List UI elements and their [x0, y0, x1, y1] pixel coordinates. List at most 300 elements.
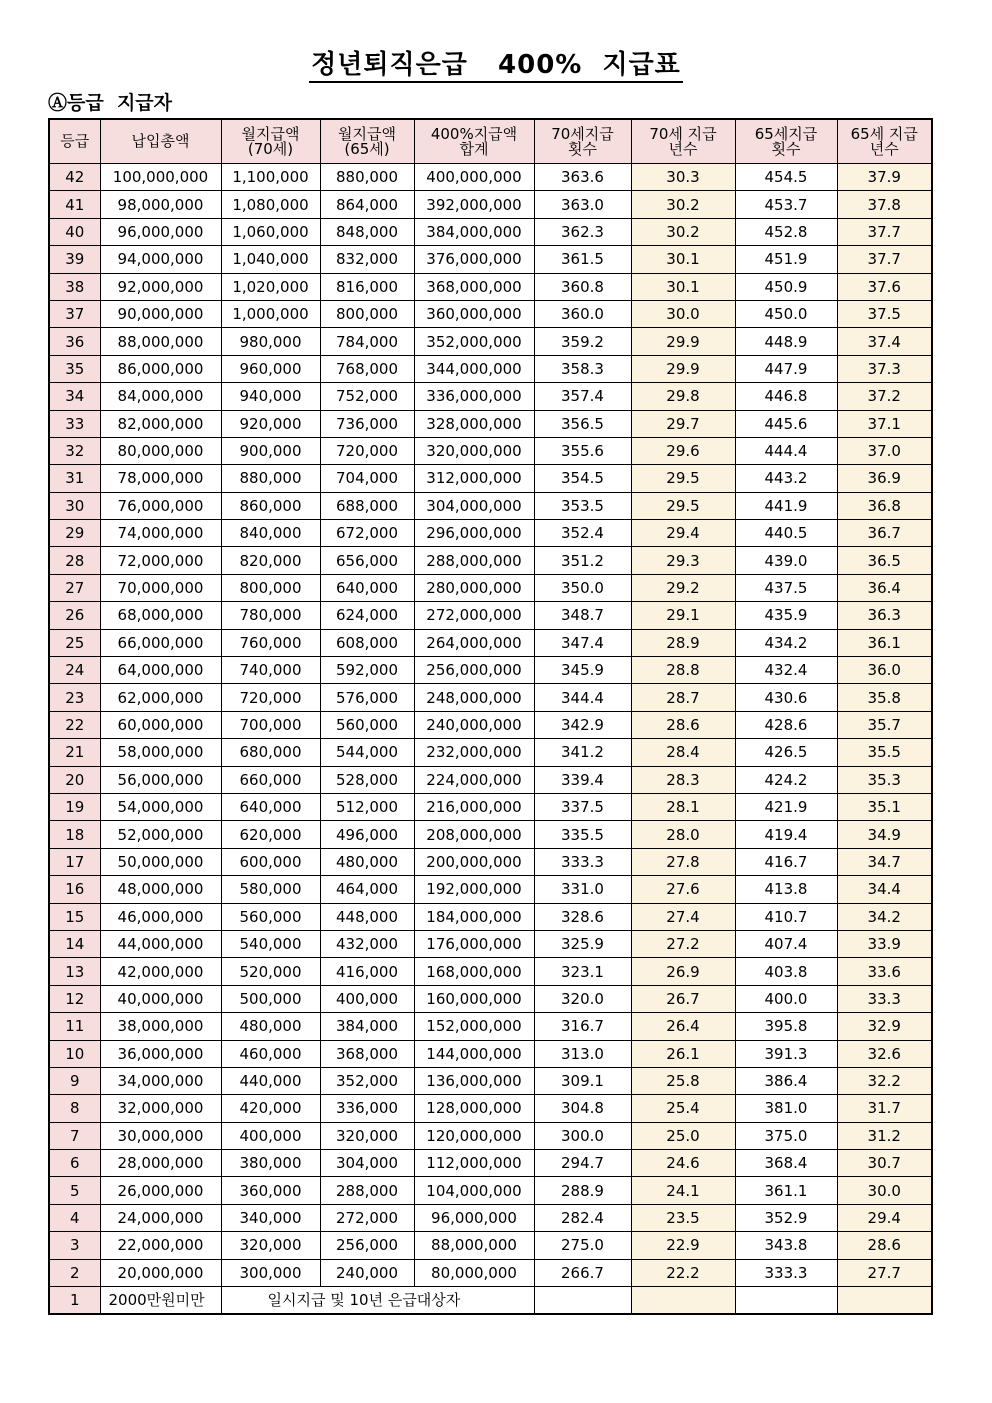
table-cell: 28,000,000: [100, 1150, 221, 1177]
table-cell: 6: [49, 1150, 100, 1177]
table-cell: 345.9: [534, 657, 631, 684]
table-cell: 430.6: [735, 684, 837, 711]
table-cell: 368.4: [735, 1150, 837, 1177]
table-cell: 416.7: [735, 848, 837, 875]
table-cell: 447.9: [735, 355, 837, 382]
table-cell: 294.7: [534, 1150, 631, 1177]
table-cell: 740,000: [221, 657, 320, 684]
table-cell: 200,000,000: [414, 848, 534, 875]
table-cell: 592,000: [320, 657, 414, 684]
table-cell: 29.1: [631, 602, 735, 629]
table-cell: 316.7: [534, 1013, 631, 1040]
table-cell: 80,000,000: [100, 437, 221, 464]
table-cell: 331.0: [534, 876, 631, 903]
table-row: [49, 1040, 932, 1067]
table-cell: 432.4: [735, 657, 837, 684]
table-cell: 46,000,000: [100, 903, 221, 930]
table-cell: 356.5: [534, 410, 631, 437]
table-cell: 28.0: [631, 821, 735, 848]
table-cell: 48,000,000: [100, 876, 221, 903]
table-cell: 380,000: [221, 1150, 320, 1177]
table-row: [49, 848, 932, 875]
table-cell: 24.6: [631, 1150, 735, 1177]
table-row: [49, 300, 932, 327]
table-cell: 66,000,000: [100, 629, 221, 656]
table-cell: 136,000,000: [414, 1067, 534, 1094]
table-cell: 19: [49, 793, 100, 820]
table-cell: 320,000: [320, 1122, 414, 1149]
table-cell: 300.0: [534, 1122, 631, 1149]
table-cell: 900,000: [221, 437, 320, 464]
table-cell: 20,000,000: [100, 1259, 221, 1286]
table-row: [49, 1095, 932, 1122]
table-cell: 80,000,000: [414, 1259, 534, 1286]
table-cell: 451.9: [735, 246, 837, 273]
table-cell: 360,000: [221, 1177, 320, 1204]
column-header-line: 횟수: [771, 139, 801, 158]
table-cell: 528,000: [320, 766, 414, 793]
table-row: [49, 574, 932, 601]
table-cell: 88,000,000: [414, 1232, 534, 1259]
table-cell: 일시지급 및 10년 은급대상자: [221, 1287, 534, 1315]
table-cell: 32.2: [837, 1067, 932, 1094]
column-header-line: 년수: [668, 139, 698, 158]
table-cell: 144,000,000: [414, 1040, 534, 1067]
table-cell: 34.2: [837, 903, 932, 930]
table-cell: 33: [49, 410, 100, 437]
table-cell: 368,000,000: [414, 273, 534, 300]
table-cell: 328,000,000: [414, 410, 534, 437]
table-cell: 784,000: [320, 328, 414, 355]
table-cell: 421.9: [735, 793, 837, 820]
table-cell: 29.5: [631, 492, 735, 519]
table-cell: 480,000: [320, 848, 414, 875]
table-cell: 312,000,000: [414, 465, 534, 492]
table-cell: 384,000: [320, 1013, 414, 1040]
table-cell: 720,000: [221, 684, 320, 711]
table-cell: 848,000: [320, 218, 414, 245]
table-cell: 424.2: [735, 766, 837, 793]
table-cell: 96,000,000: [414, 1204, 534, 1231]
table-cell: 448,000: [320, 903, 414, 930]
table-cell: 176,000,000: [414, 930, 534, 957]
table-cell: 2000만원미만: [100, 1287, 221, 1315]
table-cell: 355.6: [534, 437, 631, 464]
table-cell: 860,000: [221, 492, 320, 519]
table-cell: 74,000,000: [100, 520, 221, 547]
table-cell: 720,000: [320, 437, 414, 464]
table-cell: 30.1: [631, 273, 735, 300]
table-cell: 88,000,000: [100, 328, 221, 355]
table-cell: 4: [49, 1204, 100, 1231]
table-row: [49, 1122, 932, 1149]
table-cell: 34: [49, 383, 100, 410]
table-cell: 26,000,000: [100, 1177, 221, 1204]
table-cell: 38,000,000: [100, 1013, 221, 1040]
table-cell: 30.3: [631, 164, 735, 191]
table-cell: 184,000,000: [414, 903, 534, 930]
table-row: [49, 766, 932, 793]
table-cell: 352.4: [534, 520, 631, 547]
table-cell: 400,000: [221, 1122, 320, 1149]
table-cell: 333.3: [735, 1259, 837, 1286]
table-cell: 540,000: [221, 930, 320, 957]
table-cell: 9: [49, 1067, 100, 1094]
table-cell: 30.1: [631, 246, 735, 273]
table-row: [49, 684, 932, 711]
table-cell: 440,000: [221, 1067, 320, 1094]
table-cell: 420,000: [221, 1095, 320, 1122]
table-cell: 36.5: [837, 547, 932, 574]
table-cell: 453.7: [735, 191, 837, 218]
column-header-line: 65세지급: [754, 124, 818, 143]
table-cell: 480,000: [221, 1013, 320, 1040]
table-cell: 22.2: [631, 1259, 735, 1286]
table-cell: 33.9: [837, 930, 932, 957]
table-cell: 24: [49, 657, 100, 684]
table-cell: 29: [49, 520, 100, 547]
table-cell: 304.8: [534, 1095, 631, 1122]
table-cell: 94,000,000: [100, 246, 221, 273]
table-cell: 27.8: [631, 848, 735, 875]
table-row: [49, 1067, 932, 1094]
column-header: [534, 119, 631, 164]
table-cell: 72,000,000: [100, 547, 221, 574]
table-cell: 580,000: [221, 876, 320, 903]
table-cell: 37.0: [837, 437, 932, 464]
table-cell: 320.0: [534, 985, 631, 1012]
table-cell: 624,000: [320, 602, 414, 629]
table-cell: 3: [49, 1232, 100, 1259]
table-cell: 1,060,000: [221, 218, 320, 245]
table-cell: 1,040,000: [221, 246, 320, 273]
table-cell: 35.7: [837, 711, 932, 738]
table-cell: 400,000,000: [414, 164, 534, 191]
column-header-line: 70세 지급: [649, 124, 717, 143]
table-cell: 444.4: [735, 437, 837, 464]
table-row: [49, 711, 932, 738]
table-cell: 620,000: [221, 821, 320, 848]
table-row: [49, 1232, 932, 1259]
table-cell: 400,000: [320, 985, 414, 1012]
table-cell: 439.0: [735, 547, 837, 574]
table-cell: 37.9: [837, 164, 932, 191]
column-header-line: (70세): [247, 139, 294, 158]
table-row: [49, 739, 932, 766]
table-row: [49, 328, 932, 355]
table-cell: 2: [49, 1259, 100, 1286]
table-cell: 440.5: [735, 520, 837, 547]
table-cell: 30.0: [837, 1177, 932, 1204]
table-cell: 35.1: [837, 793, 932, 820]
table-cell: 736,000: [320, 410, 414, 437]
table-cell: 362.3: [534, 218, 631, 245]
table-cell: 25.8: [631, 1067, 735, 1094]
table-row: [49, 410, 932, 437]
table-cell: 13: [49, 958, 100, 985]
table-cell: 391.3: [735, 1040, 837, 1067]
table-cell: 29.9: [631, 328, 735, 355]
table-cell: 336,000: [320, 1095, 414, 1122]
table-cell: 37.1: [837, 410, 932, 437]
table-cell: 880,000: [221, 465, 320, 492]
table-cell: 44,000,000: [100, 930, 221, 957]
table-cell: 339.4: [534, 766, 631, 793]
table-cell: 434.2: [735, 629, 837, 656]
table-cell: 32.6: [837, 1040, 932, 1067]
table-cell: 20: [49, 766, 100, 793]
table-row: [49, 547, 932, 574]
column-header-line: 70세지급: [551, 124, 614, 143]
table-cell: [534, 1287, 631, 1315]
column-header-line: (65세): [344, 139, 390, 158]
table-cell: 360.8: [534, 273, 631, 300]
table-cell: 30.7: [837, 1150, 932, 1177]
table-cell: 27.2: [631, 930, 735, 957]
table-cell: 28.4: [631, 739, 735, 766]
table-cell: 34.9: [837, 821, 932, 848]
table-cell: 352,000: [320, 1067, 414, 1094]
table-cell: 275.0: [534, 1232, 631, 1259]
table-cell: 37.4: [837, 328, 932, 355]
table-cell: 76,000,000: [100, 492, 221, 519]
table-row: [49, 1177, 932, 1204]
table-cell: 441.9: [735, 492, 837, 519]
table-cell: 37.2: [837, 383, 932, 410]
table-cell: 32.9: [837, 1013, 932, 1040]
table-cell: 358.3: [534, 355, 631, 382]
table-cell: 12: [49, 985, 100, 1012]
table-cell: 26.4: [631, 1013, 735, 1040]
table-cell: 300,000: [221, 1259, 320, 1286]
column-header: [49, 119, 100, 164]
table-cell: 342.9: [534, 711, 631, 738]
table-cell: 58,000,000: [100, 739, 221, 766]
table-cell: 272,000: [320, 1204, 414, 1231]
table-cell: 96,000,000: [100, 218, 221, 245]
table-cell: 428.6: [735, 711, 837, 738]
table-cell: 26.7: [631, 985, 735, 1012]
table-cell: 448.9: [735, 328, 837, 355]
table-cell: 304,000: [320, 1150, 414, 1177]
table-cell: [837, 1287, 932, 1315]
table-cell: 70,000,000: [100, 574, 221, 601]
table-cell: 410.7: [735, 903, 837, 930]
table-cell: 52,000,000: [100, 821, 221, 848]
table-cell: 357.4: [534, 383, 631, 410]
table-cell: 832,000: [320, 246, 414, 273]
column-header-line: 횟수: [568, 139, 597, 158]
table-cell: 37.6: [837, 273, 932, 300]
table-cell: 880,000: [320, 164, 414, 191]
table-cell: 28: [49, 547, 100, 574]
table-cell: 350.0: [534, 574, 631, 601]
table-cell: 29.4: [837, 1204, 932, 1231]
table-cell: 450.9: [735, 273, 837, 300]
table-cell: 640,000: [320, 574, 414, 601]
table-cell: 24.1: [631, 1177, 735, 1204]
table-cell: 328.6: [534, 903, 631, 930]
table-cell: 347.4: [534, 629, 631, 656]
table-cell: 21: [49, 739, 100, 766]
table-cell: 36.3: [837, 602, 932, 629]
table-cell: 576,000: [320, 684, 414, 711]
table-cell: 337.5: [534, 793, 631, 820]
table-cell: 82,000,000: [100, 410, 221, 437]
table-row: [49, 1204, 932, 1231]
table-cell: 28.1: [631, 793, 735, 820]
table-cell: 28.6: [837, 1232, 932, 1259]
table-cell: 360.0: [534, 300, 631, 327]
table-cell: 384,000,000: [414, 218, 534, 245]
table-row: [49, 1259, 932, 1286]
table-cell: 18: [49, 821, 100, 848]
table-row: [49, 492, 932, 519]
table-cell: 26.9: [631, 958, 735, 985]
table-cell: 452.8: [735, 218, 837, 245]
table-cell: 544,000: [320, 739, 414, 766]
table-cell: 313.0: [534, 1040, 631, 1067]
table-cell: 37.8: [837, 191, 932, 218]
table-cell: 36.4: [837, 574, 932, 601]
table-cell: 22.9: [631, 1232, 735, 1259]
table-cell: 30,000,000: [100, 1122, 221, 1149]
table-cell: 62,000,000: [100, 684, 221, 711]
table-cell: 960,000: [221, 355, 320, 382]
table-cell: 840,000: [221, 520, 320, 547]
table-cell: 152,000,000: [414, 1013, 534, 1040]
table-cell: 192,000,000: [414, 876, 534, 903]
table-cell: 688,000: [320, 492, 414, 519]
table-cell: 304,000,000: [414, 492, 534, 519]
table-cell: 30.2: [631, 191, 735, 218]
table-cell: 320,000: [221, 1232, 320, 1259]
table-cell: 33.6: [837, 958, 932, 985]
table-cell: 36.1: [837, 629, 932, 656]
table-cell: 31.7: [837, 1095, 932, 1122]
table-cell: 36.0: [837, 657, 932, 684]
table-cell: 17: [49, 848, 100, 875]
table-cell: 37.7: [837, 218, 932, 245]
table-row: [49, 1150, 932, 1177]
table-cell: 416,000: [320, 958, 414, 985]
table-cell: 353.5: [534, 492, 631, 519]
table-row: [49, 465, 932, 492]
table-cell: 98,000,000: [100, 191, 221, 218]
table-cell: 454.5: [735, 164, 837, 191]
table-cell: 419.4: [735, 821, 837, 848]
table-cell: 100,000,000: [100, 164, 221, 191]
table-cell: 336,000,000: [414, 383, 534, 410]
table-cell: 680,000: [221, 739, 320, 766]
table-cell: 22: [49, 711, 100, 738]
table-cell: 413.8: [735, 876, 837, 903]
table-cell: 340,000: [221, 1204, 320, 1231]
table-cell: 16: [49, 876, 100, 903]
table-cell: 381.0: [735, 1095, 837, 1122]
table-row: [49, 383, 932, 410]
table-cell: 375.0: [735, 1122, 837, 1149]
table-cell: 25: [49, 629, 100, 656]
table-cell: 29.7: [631, 410, 735, 437]
table-cell: 232,000,000: [414, 739, 534, 766]
table-cell: 41: [49, 191, 100, 218]
table-cell: 120,000,000: [414, 1122, 534, 1149]
table-cell: 343.8: [735, 1232, 837, 1259]
table-row: [49, 191, 932, 218]
page-title: 정년퇴직은급 400% 지급표: [0, 44, 992, 81]
table-cell: 36: [49, 328, 100, 355]
column-header-line: 400%지급액: [430, 124, 518, 143]
table-cell: 33.3: [837, 985, 932, 1012]
table-cell: 323.1: [534, 958, 631, 985]
table-cell: 446.8: [735, 383, 837, 410]
table-cell: 23: [49, 684, 100, 711]
table-cell: 34.4: [837, 876, 932, 903]
table-cell: 560,000: [320, 711, 414, 738]
table-cell: 780,000: [221, 602, 320, 629]
table-cell: 352.9: [735, 1204, 837, 1231]
column-header: [735, 119, 837, 164]
table-row: [49, 985, 932, 1012]
table-cell: 104,000,000: [414, 1177, 534, 1204]
table-cell: 496,000: [320, 821, 414, 848]
table-cell: 920,000: [221, 410, 320, 437]
table-cell: 395.8: [735, 1013, 837, 1040]
table-cell: 320,000,000: [414, 437, 534, 464]
table-cell: 1: [49, 1287, 100, 1315]
table-cell: 112,000,000: [414, 1150, 534, 1177]
table-cell: 90,000,000: [100, 300, 221, 327]
column-header-line: 합계: [459, 139, 489, 158]
table-cell: 36.7: [837, 520, 932, 547]
table-cell: 344.4: [534, 684, 631, 711]
table-cell: 26: [49, 602, 100, 629]
table-row: [49, 876, 932, 903]
table-cell: 10: [49, 1040, 100, 1067]
table-cell: 608,000: [320, 629, 414, 656]
table-cell: 25.4: [631, 1095, 735, 1122]
table-cell: 26.1: [631, 1040, 735, 1067]
table-cell: 363.6: [534, 164, 631, 191]
table-cell: 435.9: [735, 602, 837, 629]
table-cell: 30: [49, 492, 100, 519]
table-cell: 8: [49, 1095, 100, 1122]
table-cell: 92,000,000: [100, 273, 221, 300]
table-cell: 280,000,000: [414, 574, 534, 601]
table-cell: 640,000: [221, 793, 320, 820]
table-row: [49, 218, 932, 245]
table-cell: 341.2: [534, 739, 631, 766]
table-body: [49, 164, 932, 1315]
table-cell: 1,100,000: [221, 164, 320, 191]
column-header: [221, 119, 320, 164]
table-cell: 29.2: [631, 574, 735, 601]
table-cell: 768,000: [320, 355, 414, 382]
table-cell: 256,000,000: [414, 657, 534, 684]
table-cell: 512,000: [320, 793, 414, 820]
table-cell: 28.3: [631, 766, 735, 793]
table-cell: 361.1: [735, 1177, 837, 1204]
table-cell: 264,000,000: [414, 629, 534, 656]
table-cell: 29.6: [631, 437, 735, 464]
table-cell: 288.9: [534, 1177, 631, 1204]
table-cell: 5: [49, 1177, 100, 1204]
table-cell: 600,000: [221, 848, 320, 875]
table-cell: 224,000,000: [414, 766, 534, 793]
table-cell: 752,000: [320, 383, 414, 410]
table-cell: 27: [49, 574, 100, 601]
